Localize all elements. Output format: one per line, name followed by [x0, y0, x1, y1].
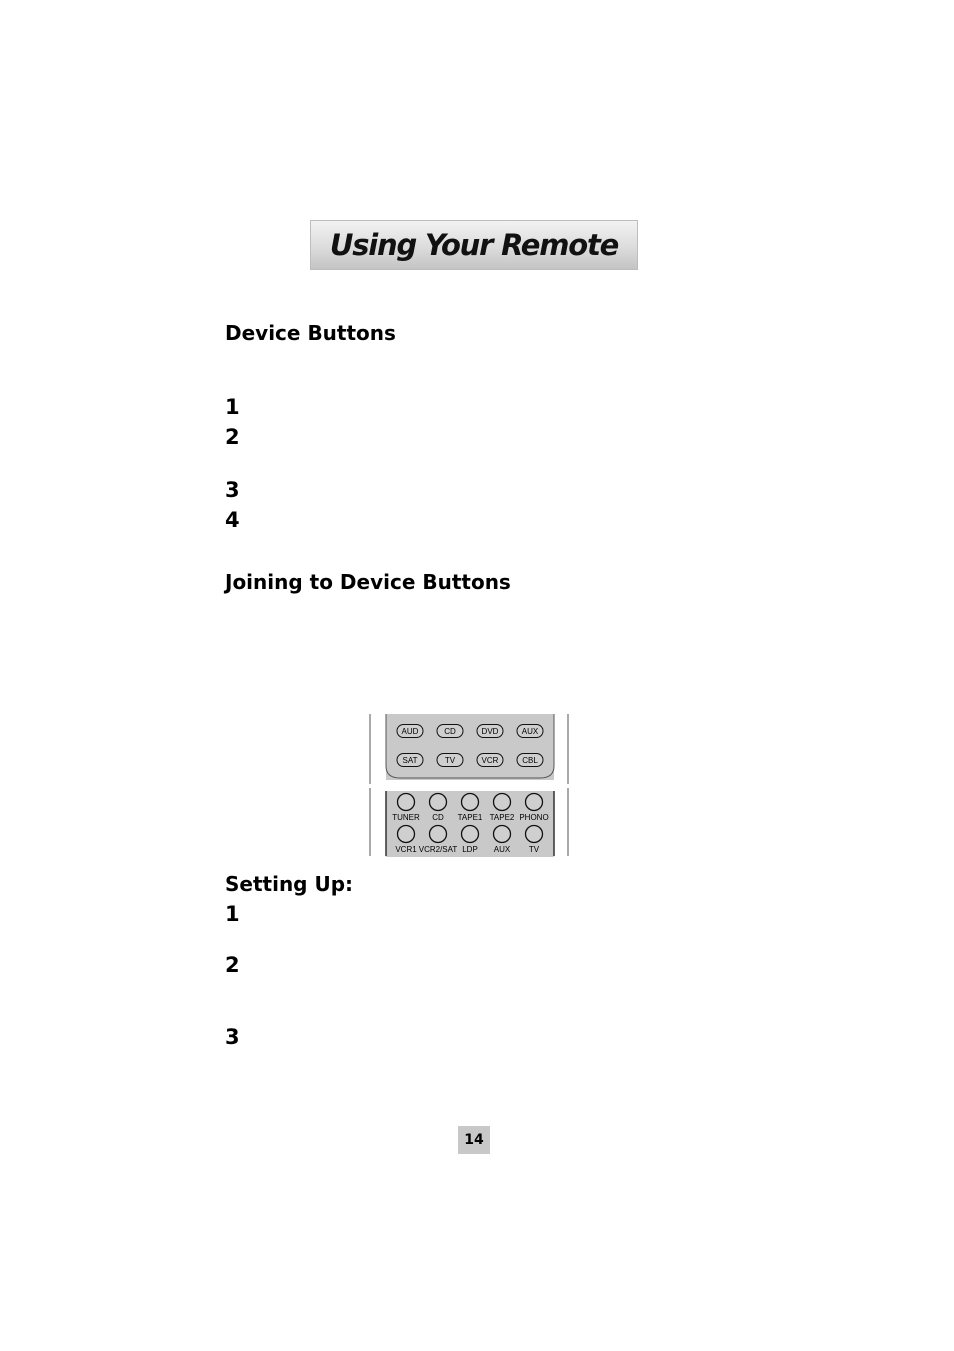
remote-dvd-label: DVD	[481, 727, 499, 736]
remote-device-panel-svg	[368, 714, 572, 786]
setup-step-1: 1	[225, 902, 240, 926]
receiver-vcr1-label: VCR1	[395, 845, 417, 854]
remote-aud-button	[397, 725, 423, 738]
receiver-tv-label: TV	[528, 845, 540, 854]
remote-receiver-panel-svg	[368, 788, 572, 858]
remote-vcr-button	[477, 754, 503, 767]
page-number-badge	[458, 1126, 490, 1154]
receiver-ldp-button	[462, 826, 479, 855]
receiver-aux-button	[494, 826, 511, 855]
page-title: Using Your Remote	[329, 228, 619, 262]
receiver-vcr2-sat-label: VCR2/SAT	[418, 845, 458, 854]
remote-tv-button	[437, 754, 463, 767]
remote-cd-button	[437, 725, 463, 738]
receiver-aux-label: AUX	[493, 845, 511, 854]
remote-cbl-button	[517, 754, 543, 767]
device-step-4: 4	[225, 508, 240, 532]
joining-heading: Joining to Device Buttons	[225, 570, 511, 594]
receiver-tape1-label: TAPE1	[457, 813, 483, 822]
remote-device-panel	[368, 714, 572, 786]
remote-vcr-label: VCR	[481, 756, 499, 765]
page-number: 14	[464, 1132, 484, 1148]
device-step-1: 1	[225, 395, 240, 419]
remote-receiver-panel	[368, 788, 572, 858]
remote-aud-label: AUD	[401, 727, 419, 736]
remote-tv-label: TV	[444, 756, 456, 765]
remote-dvd-button	[477, 725, 503, 738]
receiver-tuner-label: TUNER	[392, 813, 420, 822]
remote-sat-label: SAT	[402, 756, 418, 765]
receiver-phono-label: PHONO	[519, 813, 549, 822]
remote-aux-button	[517, 725, 543, 738]
remote-aux-label: AUX	[521, 727, 539, 736]
receiver-tape2-label: TAPE2	[489, 813, 515, 822]
remote-sat-button	[397, 754, 423, 767]
device-step-2: 2	[225, 425, 240, 449]
receiver-ldp-label: LDP	[462, 845, 478, 854]
remote-cd-label: CD	[444, 727, 456, 736]
device-step-3: 3	[225, 478, 240, 502]
setup-step-2: 2	[225, 953, 240, 977]
setting-up-heading: Setting Up:	[225, 872, 354, 896]
title-banner	[310, 220, 638, 270]
remote-cbl-label: CBL	[522, 756, 538, 765]
receiver-cd-label: CD	[432, 813, 444, 822]
setup-step-3: 3	[225, 1025, 240, 1049]
device-buttons-heading: Device Buttons	[225, 321, 396, 345]
